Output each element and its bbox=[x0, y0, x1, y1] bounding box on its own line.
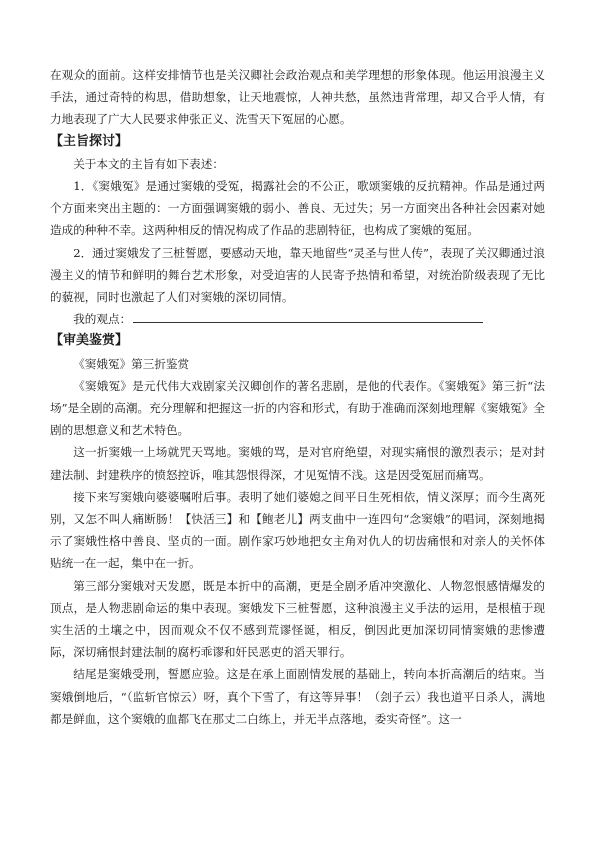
appreciation-heading: 【审美鉴赏】 bbox=[50, 333, 129, 349]
appreciation-para-3: 接下来写窦娥向婆婆嘱咐后事。表明了她们婆媳之间平日生死相依，情义深厚；而今生离死别，又怎不叫人痛断肠！【快活三】和【鲍老儿】两支曲中一连四句“念窦娥”的唱词，深刻地揭示了窦娥性格中善良、坚贞的一面。剧作家巧妙地把女主角对仇人的切齿痛恨和对亲人的关怀体贴统一在一起，集中在一折。 bbox=[50, 489, 545, 571]
appreciation-para-2: 这一折窦娥一上场就咒天骂地。窦娥的骂，是对官府绝望，对现实痛恨的激烈表示；是对封建法制、封建秩序的愤怒控诉，唯其怨恨得深，才见冤情不浅。这是因受冤屈而痛骂。 bbox=[50, 445, 545, 482]
theme-heading: 【主旨探讨】 bbox=[50, 133, 129, 149]
intro-paragraph: 在观众的面前。这样安排情节也是关汉卿社会政治观点和美学理想的形象体现。他运用浪漫主义手法，通过奇特的构思，借助想象，让天地震惊，人神共愁，虽然违背常理，却又合乎人情，有力地表现了广大人民要求伸张正义、洗雪天下冤屈的心愿。 bbox=[50, 68, 545, 127]
appreciation-para-1: 《窦娥冤》是元代伟大戏剧家关汉卿创作的著名悲剧，是他的代表作。《窦娥冤》第三折“法场”是全剧的高潮。充分理解和把握这一折的内容和形式，有助于准确而深刻地理解《窦娥冤》全剧的思想意义和艺术特色。 bbox=[50, 378, 545, 438]
appreciation-para-4: 第三部分窦娥对天发愿，既是本折中的高潮，更是全剧矛盾冲突激化、人物忽恨感情爆发的顶点，是人物悲剧命运的集中表现。窦娥发下三桩誓愿，这种浪漫主义手法的运用，是根植于现实生活的土壤之中，因而观众不仅不感到荒谬怪诞，相反，倒因此更加深切同情窦娥的悲惨遭际，深切痛恨封建法制的腐朽乖谬和奸民恶吏的滔天罪行。 bbox=[50, 578, 545, 660]
theme-lead: 关于本文的主旨有如下表述： bbox=[73, 156, 224, 171]
appreciation-para-5: 结尾是窦娥受刑，誓愿应验。这是在承上面剧情发展的基础上，转向本折高潮后的结束。当窦娥倒地后，“（监斩官惊云）呀，真个下雪了，有这等异事！（刽子云）我也道平日杀人，满地都是鲜血，这个窦娥的血都飞在那丈二白练上，并无半点落地，委实奇怪”。这一 bbox=[50, 667, 545, 726]
theme-point-2: 2．通过窦娥发了三桩誓愿，要感动天地，靠天地留些“灵圣与世人传”，表现了关汉卿通过浪漫主义的情节和鲜明的舞台艺术形象，对受迫害的人民寄予热情和希望，对统治阶级表现了无比的藐视，同时也激起了人们对窦娥的深切同情。 bbox=[50, 245, 545, 305]
appreciation-subtitle: 《窦娥冤》第三折鉴赏 bbox=[73, 356, 190, 371]
my-view-blank[interactable] bbox=[133, 310, 483, 323]
document-page bbox=[50, 64, 545, 730]
theme-point-1: 1．《窦娥冤》是通过窦娥的受冤，揭露社会的不公正，歌颂窦娥的反抗精神。作品是通过两个方面来突出主题的：一方面强调窦娥的弱小、善良、无过失；另一方面突出各种社会因素对她造成的种种不幸。这两种相反的情况构成了作品的悲剧特征，也构成了窦娥的冤屈。 bbox=[50, 179, 545, 238]
my-view-label: 我的观点： bbox=[73, 312, 132, 327]
my-view-line bbox=[50, 308, 545, 330]
